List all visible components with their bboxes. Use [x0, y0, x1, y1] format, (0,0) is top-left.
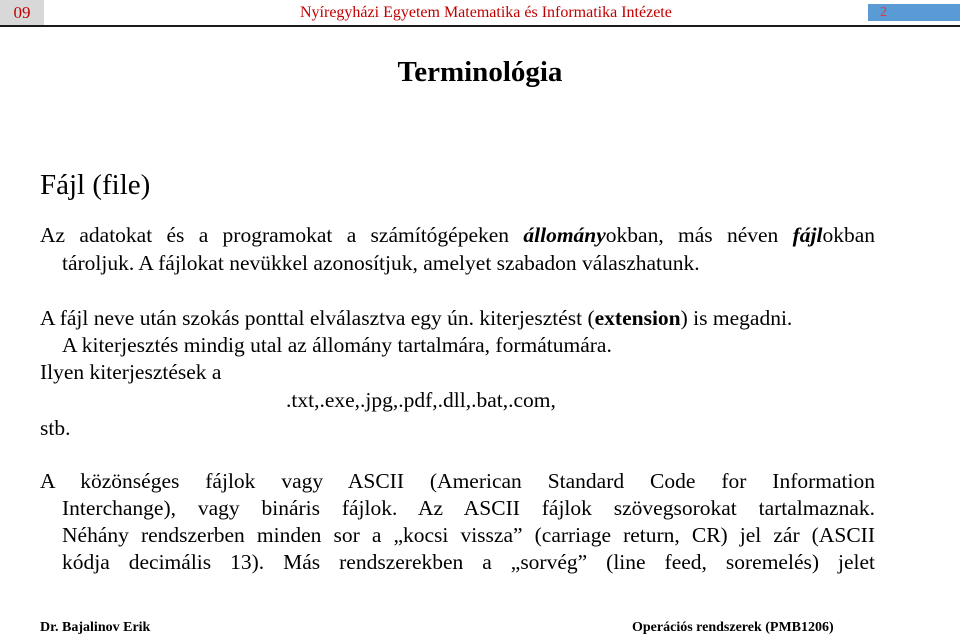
extensions-list: .txt,.exe,.jpg,.pdf,.dll,.bat,.com,	[286, 388, 556, 412]
paragraph-3-line-4: kódja decimális 13). Más rendszerekben a „sorvég” (line feed, soremelés) jelet	[62, 550, 875, 574]
paragraph-3-line-1: A közönséges fájlok vagy ASCII (American Standard Code for Information	[40, 469, 875, 493]
text-run: Az adatokat és a programokat a számítógépeken	[40, 223, 524, 247]
paragraph-2-line-1	[40, 306, 792, 331]
footer-author: Dr. Bajalinov Erik	[40, 620, 151, 635]
text-run: A fájl neve után szokás ponttal elválasztva egy ún. kiterjesztést (	[40, 306, 595, 330]
paragraph-1-line-1	[40, 223, 875, 248]
paragraph-3-line-2: Interchange), vagy bináris fájlok. Az ASCII fájlok szövegsorokat tartalmaznak.	[62, 496, 875, 520]
footer-course: Operációs rendszerek (PMB1206)	[632, 620, 834, 635]
bold-term: extension	[594, 306, 681, 330]
section-heading: Fájl (file)	[40, 169, 151, 201]
slide-number: 09	[0, 0, 44, 26]
emphasis-term: fájl	[792, 223, 823, 247]
paragraph-3-line-3: Néhány rendszerben minden sor a „kocsi vissza” (carriage return, CR) jel zár (ASCII	[62, 523, 875, 547]
paragraph-2-line-2: A kiterjesztés mindig utal az állomány tartalmára, formátumára.	[62, 333, 612, 357]
emphasis-term: állomány	[523, 223, 606, 247]
header-divider	[0, 25, 960, 27]
etc-text: stb.	[40, 416, 71, 440]
paragraph-1-line-2: tároljuk. A fájlokat nevükkel azonosítjuk, amelyet szabadon válaszhatunk.	[62, 251, 700, 275]
text-run: okban, más néven	[605, 223, 793, 247]
page-number: 2	[868, 4, 960, 21]
institution-name: Nyíregyházi Egyetem Matematika és Informatika Intézete	[300, 4, 672, 21]
text-run: okban	[822, 223, 875, 247]
page-title: Terminológia	[397, 56, 563, 88]
text-run: ) is megadni.	[680, 306, 793, 330]
paragraph-2-line-3: Ilyen kiterjesztések a	[40, 360, 222, 384]
